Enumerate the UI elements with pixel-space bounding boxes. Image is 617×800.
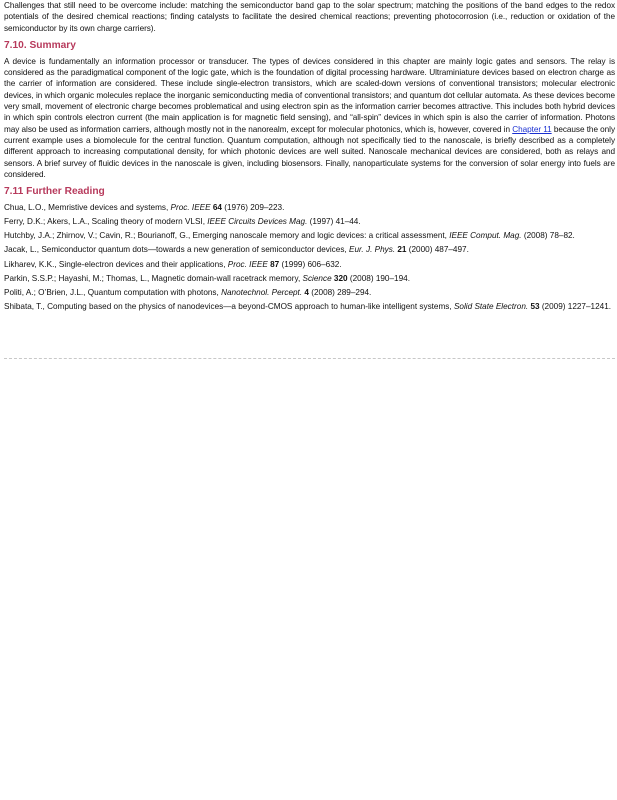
reference-item: Hutchby, J.A.; Zhirnov, V.; Cavin, R.; Bourianoff, G., Emerging nanoscale memory and logic devices: a critical assessment, IEEE Comput. Mag. (2008) 78–82. (4, 231, 575, 241)
summary-text-before-link: A device is fundamentally an information processor or transducer. The types of devices considered in this chapter are mainly logic gates and sensors. The relay is considered as the paradigmatical component of the logic gate, which is the foundation of digital processing hardware. Ultraminiature devices based on electron charge as the carrier of information are considered. These include single-electron transistors, which are scaled-down versions of conventional transistors; molecular electronic devices, in which organic molecules replace the inorganic semiconducting media of conventional transistors; and quantum dot cellular automata. As these devices become very small, movement of electronic charge becomes problematical and using electron spin as the information carrier becomes attractive. This includes both hybrid devices in which spin controls electron current (the main application is for magnetic field sensing), and “all-spin” devices in which spin is also the carrier of information. Photons may also be used as information carriers, although mostly not in the nanorealm, except for molecular photonics, which is, however, covered in (4, 56, 615, 134)
reference-item: Parkin, S.S.P.; Hayashi, M.; Thomas, L., Magnetic domain-wall racetrack memory, Science 320 (2008) 190–194. (4, 273, 410, 283)
page-end-divider (4, 358, 615, 359)
document-page (4, 0, 615, 315)
reference-item: Politi, A.; O’Brien, J.L., Quantum computation with photons, Nanotechnol. Percept. 4 (2008) 289–294. (4, 287, 372, 297)
intro-paragraph: Challenges that still need to be overcome include: matching the semiconductor band gap to the solar spectrum; matching the positions of the band edges to the redox potentials of the desired chemical reactions; finding catalysts to facilitate the desired chemical reactions; preventing photocorrosion (i.e., reduction or oxidation of the semiconductor by its own charge carriers). (4, 1, 615, 33)
reference-item: Ferry, D.K.; Akers, L.A., Scaling theory of modern VLSI, IEEE Circuits Devices Mag. (1997) 41–44. (4, 217, 361, 227)
further-reading-heading: 7.11 Further Reading (4, 186, 105, 198)
reference-item: Shibata, T., Computing based on the physics of nanodevices—a beyond-CMOS approach to human-like intelligent systems, Solid State Electron. 53 (2009) 1227–1241. (4, 301, 612, 311)
reference-list (4, 202, 615, 312)
summary-paragraph (4, 56, 615, 180)
summary-heading: 7.10. Summary (4, 39, 76, 51)
reference-item: Jacak, L., Semiconductor quantum dots—towards a new generation of semiconductor devices, Eur. J. Phys. 21 (2000) 487–497. (4, 245, 469, 255)
chapter-11-link[interactable]: Chapter 11 (512, 124, 552, 134)
reference-item: Likharev, K.K., Single-electron devices and their applications, Proc. IEEE 87 (1999) 606–632. (4, 259, 342, 269)
reference-item: Chua, L.O., Memristive devices and systems, Proc. IEEE 64 (1976) 209–223. (4, 203, 285, 213)
summary-text-after-link: because the only current example uses a biomolecule for the central function. Quantum computation, although not specifically tied to the nanoscale, is briefly described as a completely different approach to increasing computational density, for which photonic devices are well suited. Nanoscale mechanical devices are considered, both as relays and sensors. A brief survey of fluidic devices in the nanoscale is given, including biosensors. Finally, nanoparticulate systems for the conversion of solar energy into fuels are considered. (4, 124, 615, 179)
